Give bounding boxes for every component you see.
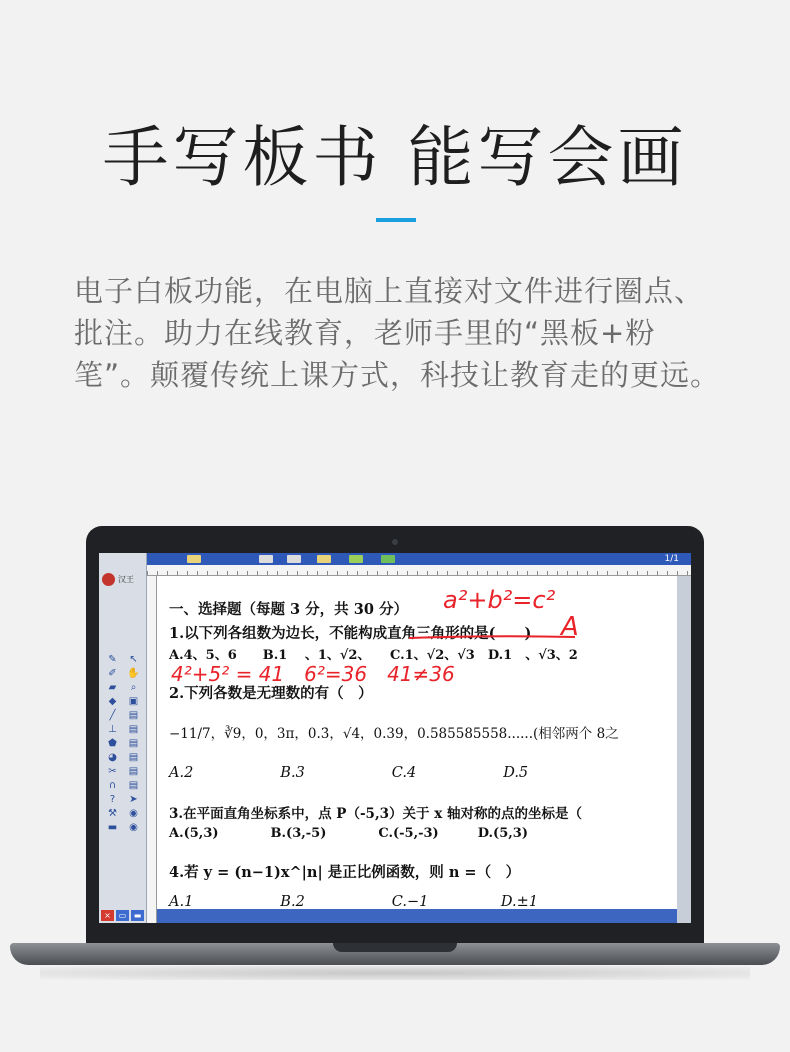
- page-icon[interactable]: ▤: [128, 752, 139, 763]
- feature-description: 电子白板功能，在电脑上直接对文件进行圈点、批注。助力在线教育，老师手里的“黑板+粉笔”。颠覆传统上课方式，科技让教育走的更远。: [74, 274, 721, 392]
- curve-icon[interactable]: ∩: [108, 780, 117, 791]
- vertical-ruler: [147, 576, 157, 923]
- ruler-icon[interactable]: ⊥: [108, 724, 117, 735]
- page-icon[interactable]: ▤: [128, 710, 139, 721]
- laptop-shadow: [40, 966, 750, 980]
- pen-icon[interactable]: ✎: [108, 654, 117, 665]
- page-icon[interactable]: ▤: [128, 724, 139, 735]
- doc-line: A.2 B.3 C.4 D.5: [169, 765, 529, 781]
- doc-line: −11/7，∛9，0，3π，0.3̇，√4，0.39，0.585585558......(相邻两个 8之: [169, 726, 619, 742]
- laptop-screen: [99, 553, 691, 923]
- document-page[interactable]: [157, 576, 677, 909]
- toolbar-button[interactable]: [287, 555, 301, 563]
- close-icon[interactable]: ×: [101, 910, 114, 921]
- app-logo: [102, 571, 144, 587]
- page-icon[interactable]: ▤: [128, 738, 139, 749]
- toolbar-button[interactable]: [259, 555, 273, 563]
- toolbar-button[interactable]: [349, 555, 363, 563]
- doc-line: 4.若 y = (n−1)x^|n| 是正比例函数，则 n =（ ）: [169, 864, 521, 881]
- doc-line: 1.以下列各组数为边长，不能构成直角三角形的是( ): [169, 625, 532, 642]
- min-icon[interactable]: ▭: [116, 910, 129, 921]
- doc-line: A.1 B.2 C.−1 D.±1: [169, 894, 538, 909]
- doc-line: 一、选择题（每题 3 分，共 30 分）: [169, 601, 408, 618]
- ink-underline: [407, 634, 577, 640]
- tool-palette: [103, 653, 145, 834]
- save-icon[interactable]: ▣: [128, 696, 139, 707]
- line-icon[interactable]: ╱: [109, 710, 116, 721]
- ink-annotation: A: [561, 612, 579, 642]
- app-toolbar: [147, 553, 691, 565]
- doc-line: A.4、5、6 B.1 、1、√2、 C.1、√2、√3 D.1 、√3、2: [169, 648, 578, 663]
- ink-annotation: 4²+5² = 41 6²=36 41≠36: [171, 662, 455, 686]
- camera-icon: [392, 539, 398, 545]
- doc-line: 2.下列各数是无理数的有（ ）: [169, 685, 373, 702]
- highlighter-icon[interactable]: ✐: [108, 668, 117, 679]
- accent-divider: [376, 218, 416, 222]
- tool-icon[interactable]: ⚒: [108, 808, 117, 819]
- max-icon[interactable]: ▬: [131, 910, 144, 921]
- toolbar-button[interactable]: [317, 555, 331, 563]
- scrollbar[interactable]: [677, 576, 691, 923]
- hand-icon[interactable]: ✋: [127, 668, 140, 679]
- pointer-icon[interactable]: ➤: [129, 794, 138, 805]
- disc-icon[interactable]: ◉: [129, 808, 138, 819]
- page-indicator: 1/1: [664, 554, 679, 564]
- eraser-icon[interactable]: ▰: [108, 682, 117, 693]
- doc-line: A.(5,3) B.(3,-5) C.(-5,-3) D.(5,3): [169, 826, 528, 841]
- doc-line: 3.在平面直角坐标系中，点 P（-5,3）关于 x 轴对称的点的坐标是（: [169, 806, 582, 822]
- logo-icon: [102, 573, 115, 586]
- ink-annotation: a²+b²=c²: [443, 586, 556, 614]
- toolbar-button[interactable]: [187, 555, 201, 563]
- color-icon[interactable]: ◕: [108, 752, 117, 763]
- sidebar-window-controls: [101, 910, 144, 921]
- disc-icon[interactable]: ◉: [129, 822, 138, 833]
- laptop-notch: [333, 943, 457, 952]
- page-icon[interactable]: ▤: [128, 780, 139, 791]
- toolbar-button[interactable]: [381, 555, 395, 563]
- logo-text: 汉王: [118, 574, 134, 584]
- zoom-icon[interactable]: ⌕: [130, 682, 137, 693]
- fill-icon[interactable]: ◆: [108, 696, 117, 707]
- app-sidebar: [99, 553, 147, 923]
- help-icon[interactable]: ?: [109, 794, 116, 805]
- shape-icon[interactable]: ⬟: [108, 738, 117, 749]
- page-icon[interactable]: ▤: [128, 766, 139, 777]
- page-headline: 手写板书 能写会画: [102, 119, 688, 196]
- arrow-icon[interactable]: ↖: [129, 654, 138, 665]
- horizontal-ruler: [147, 565, 691, 576]
- folder-icon[interactable]: ▬: [107, 822, 118, 833]
- cut-icon[interactable]: ✂: [108, 766, 117, 777]
